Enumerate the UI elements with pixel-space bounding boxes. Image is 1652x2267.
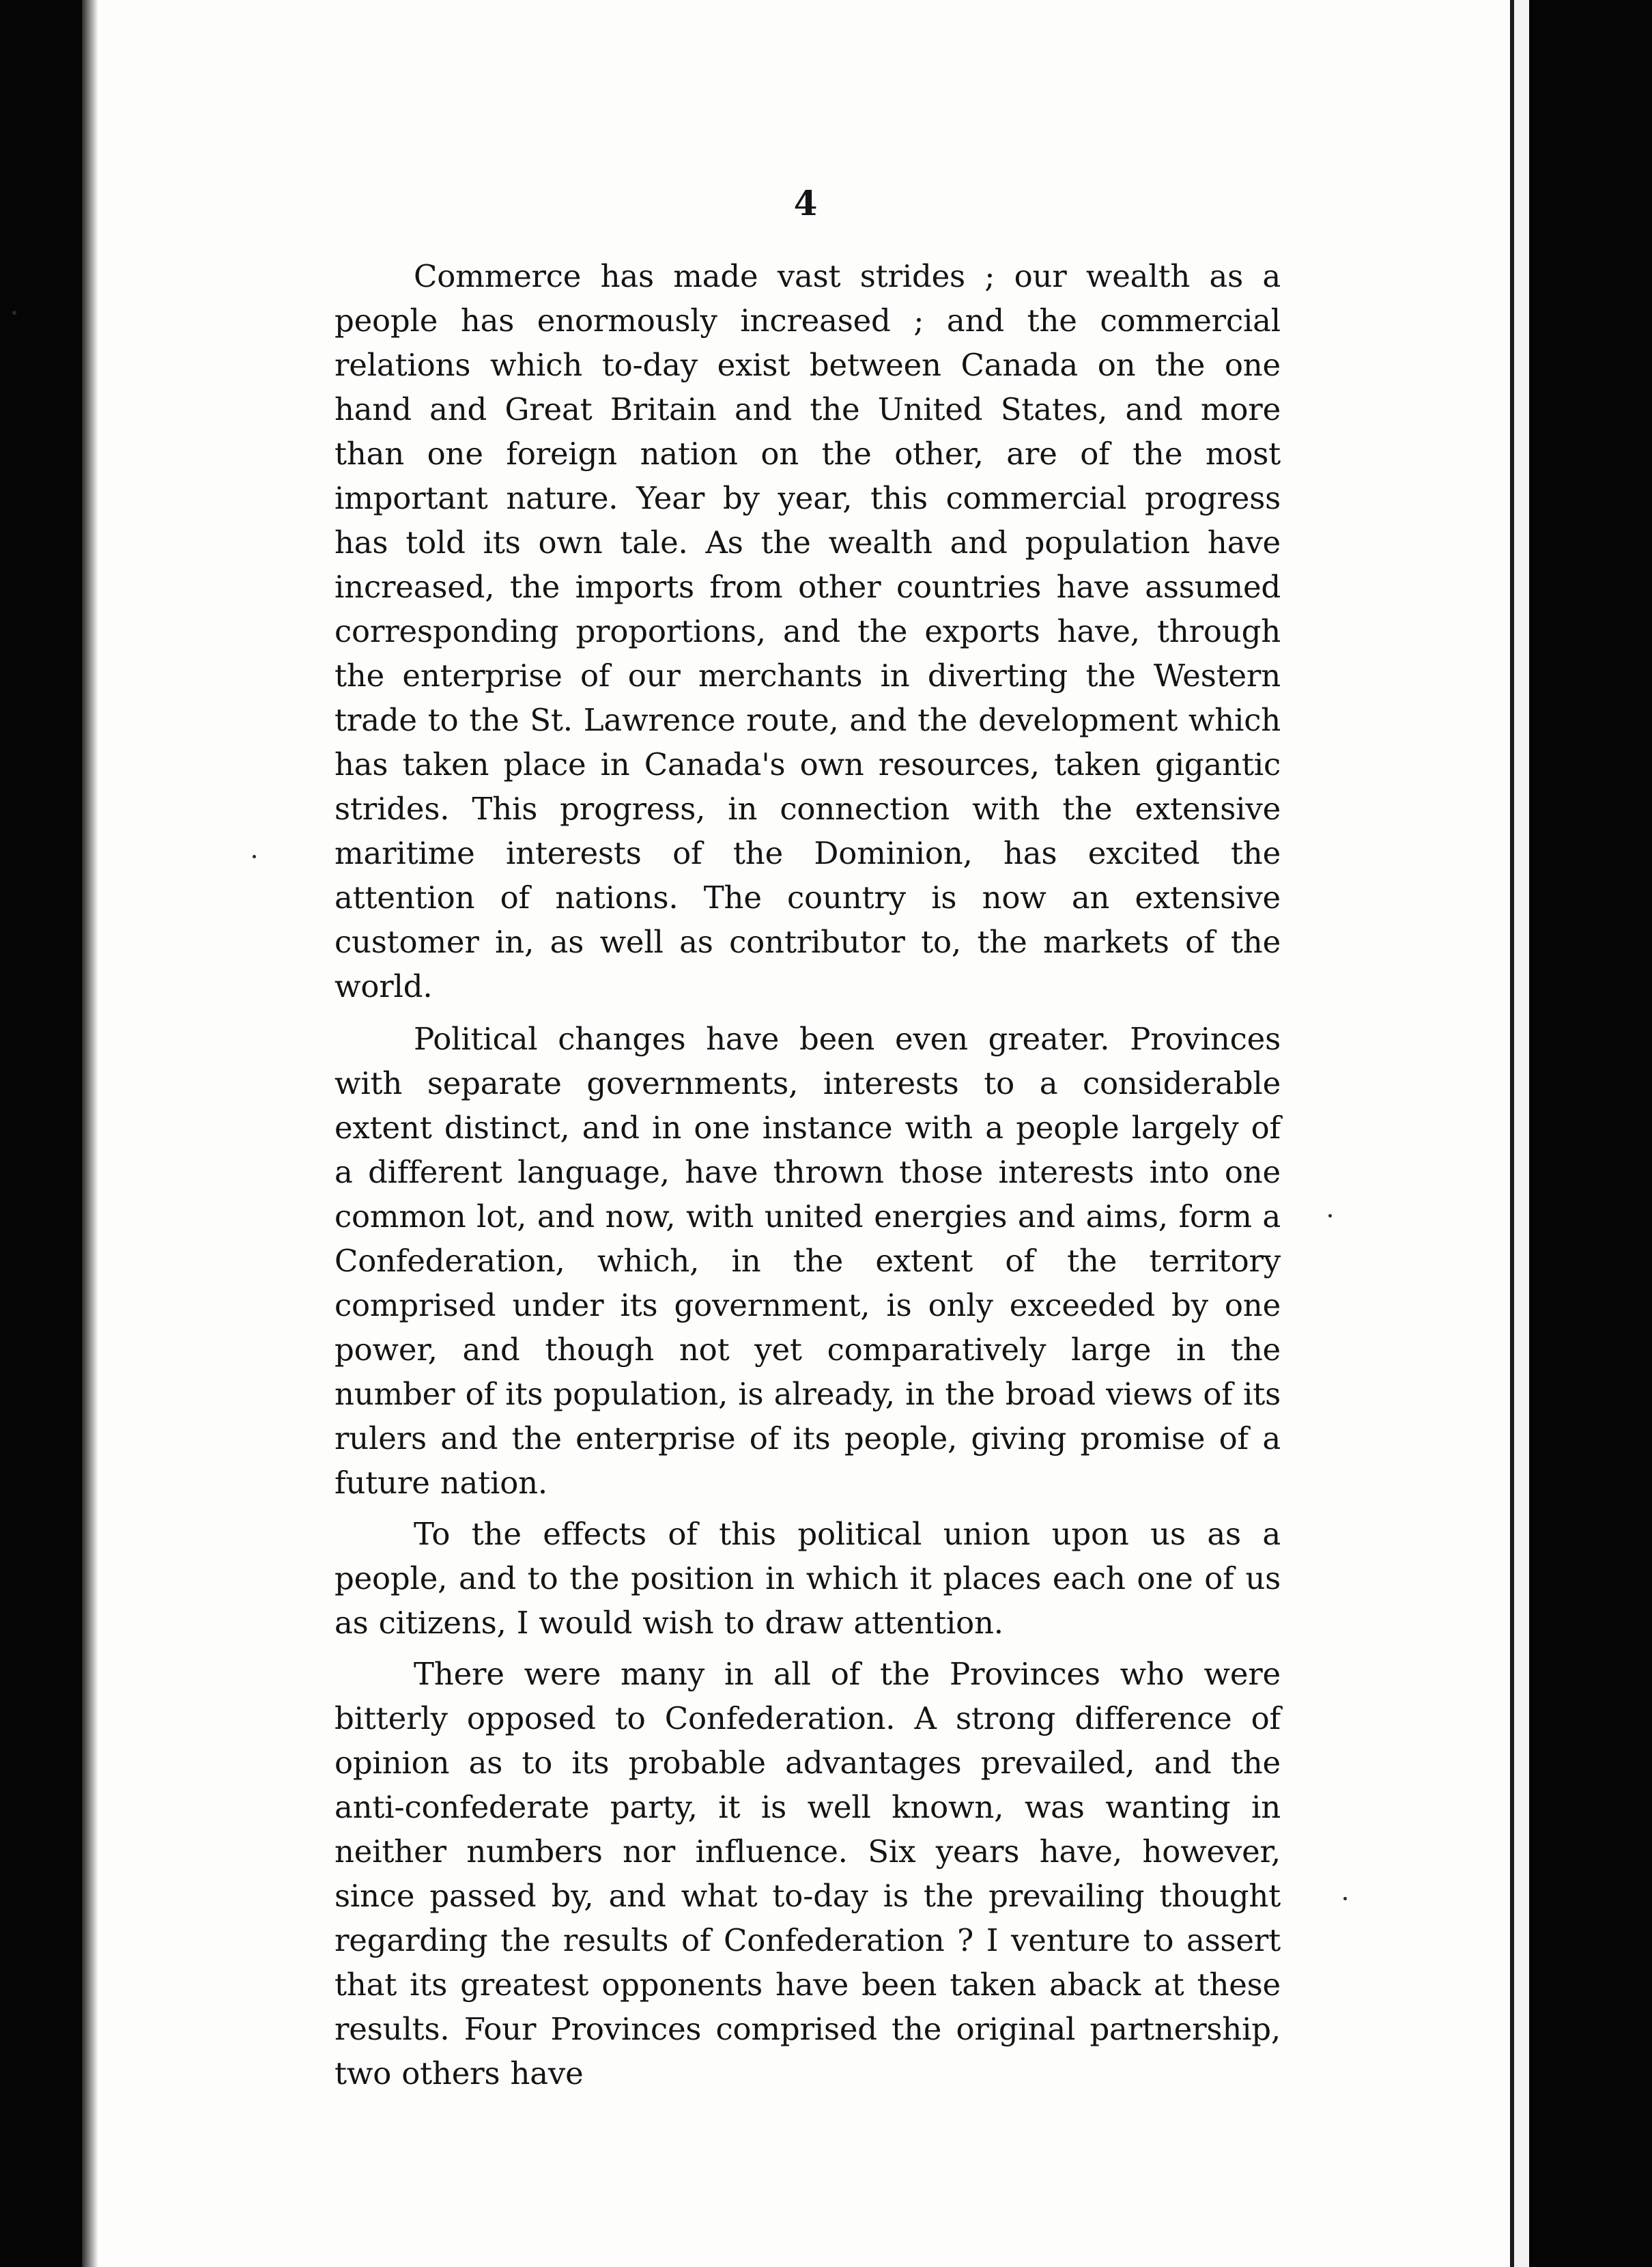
paragraph-commerce: Commerce has made vast strides ; our wealth as a people has enormously increased ; and the commercial relations which to-day exist between Canada on the one hand and Great Britain and the United States, and more than one foreign nation on the other, are of the most important nature. Year by year, this commercial progress has told its own tale. As the wealth and population have increased, the imports from other countries have assumed corresponding proportions, and the exports have, through the enterprise of our merchants in diverting the Western trade to the St. Lawrence route, and the development which has taken place in Canada's own resources, taken gigantic strides. This progress, in connection with the extensive maritime interests of the Dominion, has excited the attention of nations. The country is now an extensive customer in, as well as contributor to, the markets of the world.	[334, 258, 1281, 1004]
scan-speck	[1343, 1897, 1347, 1900]
adjacent-page-strip	[1514, 0, 1529, 2267]
paragraph-effects-of-union: To the effects of this political union upon us as a people, and to the position in which it places each one of us as citizens, I would wish to draw attention.	[334, 1516, 1281, 1641]
body-text	[334, 254, 1281, 2096]
paragraph-political-changes: Political changes have been even greater. Provinces with separate governments, interests to a considerable extent distinct, and in one instance with a people largely of a different language, have thrown those interests into one common lot, and now, with united energies and aims, form a Confederation, which, in the extent of the territory comprised under its government, is only exceeded by one power, and though not yet comparatively large in the number of its population, is already, in the broad views of its rulers and the enterprise of its people, giving promise of a future nation.	[334, 1021, 1281, 1501]
scan-speck	[1328, 1214, 1332, 1217]
paragraph-opposition: There were many in all of the Provinces who were bitterly opposed to Confederation. A strong difference of opinion as to its probable advantages prevailed, and the anti-confederate party, it is well known, was wanting in neither numbers nor influence. Six years have, however, since passed by, and what to-day is the prevailing thought regarding the results of Confederation ? I venture to assert that its greatest opponents have been taken aback at these results. Four Provinces comprised the original partnership, two others have	[334, 1656, 1281, 2092]
scan-speck	[253, 855, 256, 858]
page-number: 4	[793, 183, 818, 223]
page-gutter-shadow	[82, 0, 98, 2267]
scan-speck	[12, 311, 16, 315]
